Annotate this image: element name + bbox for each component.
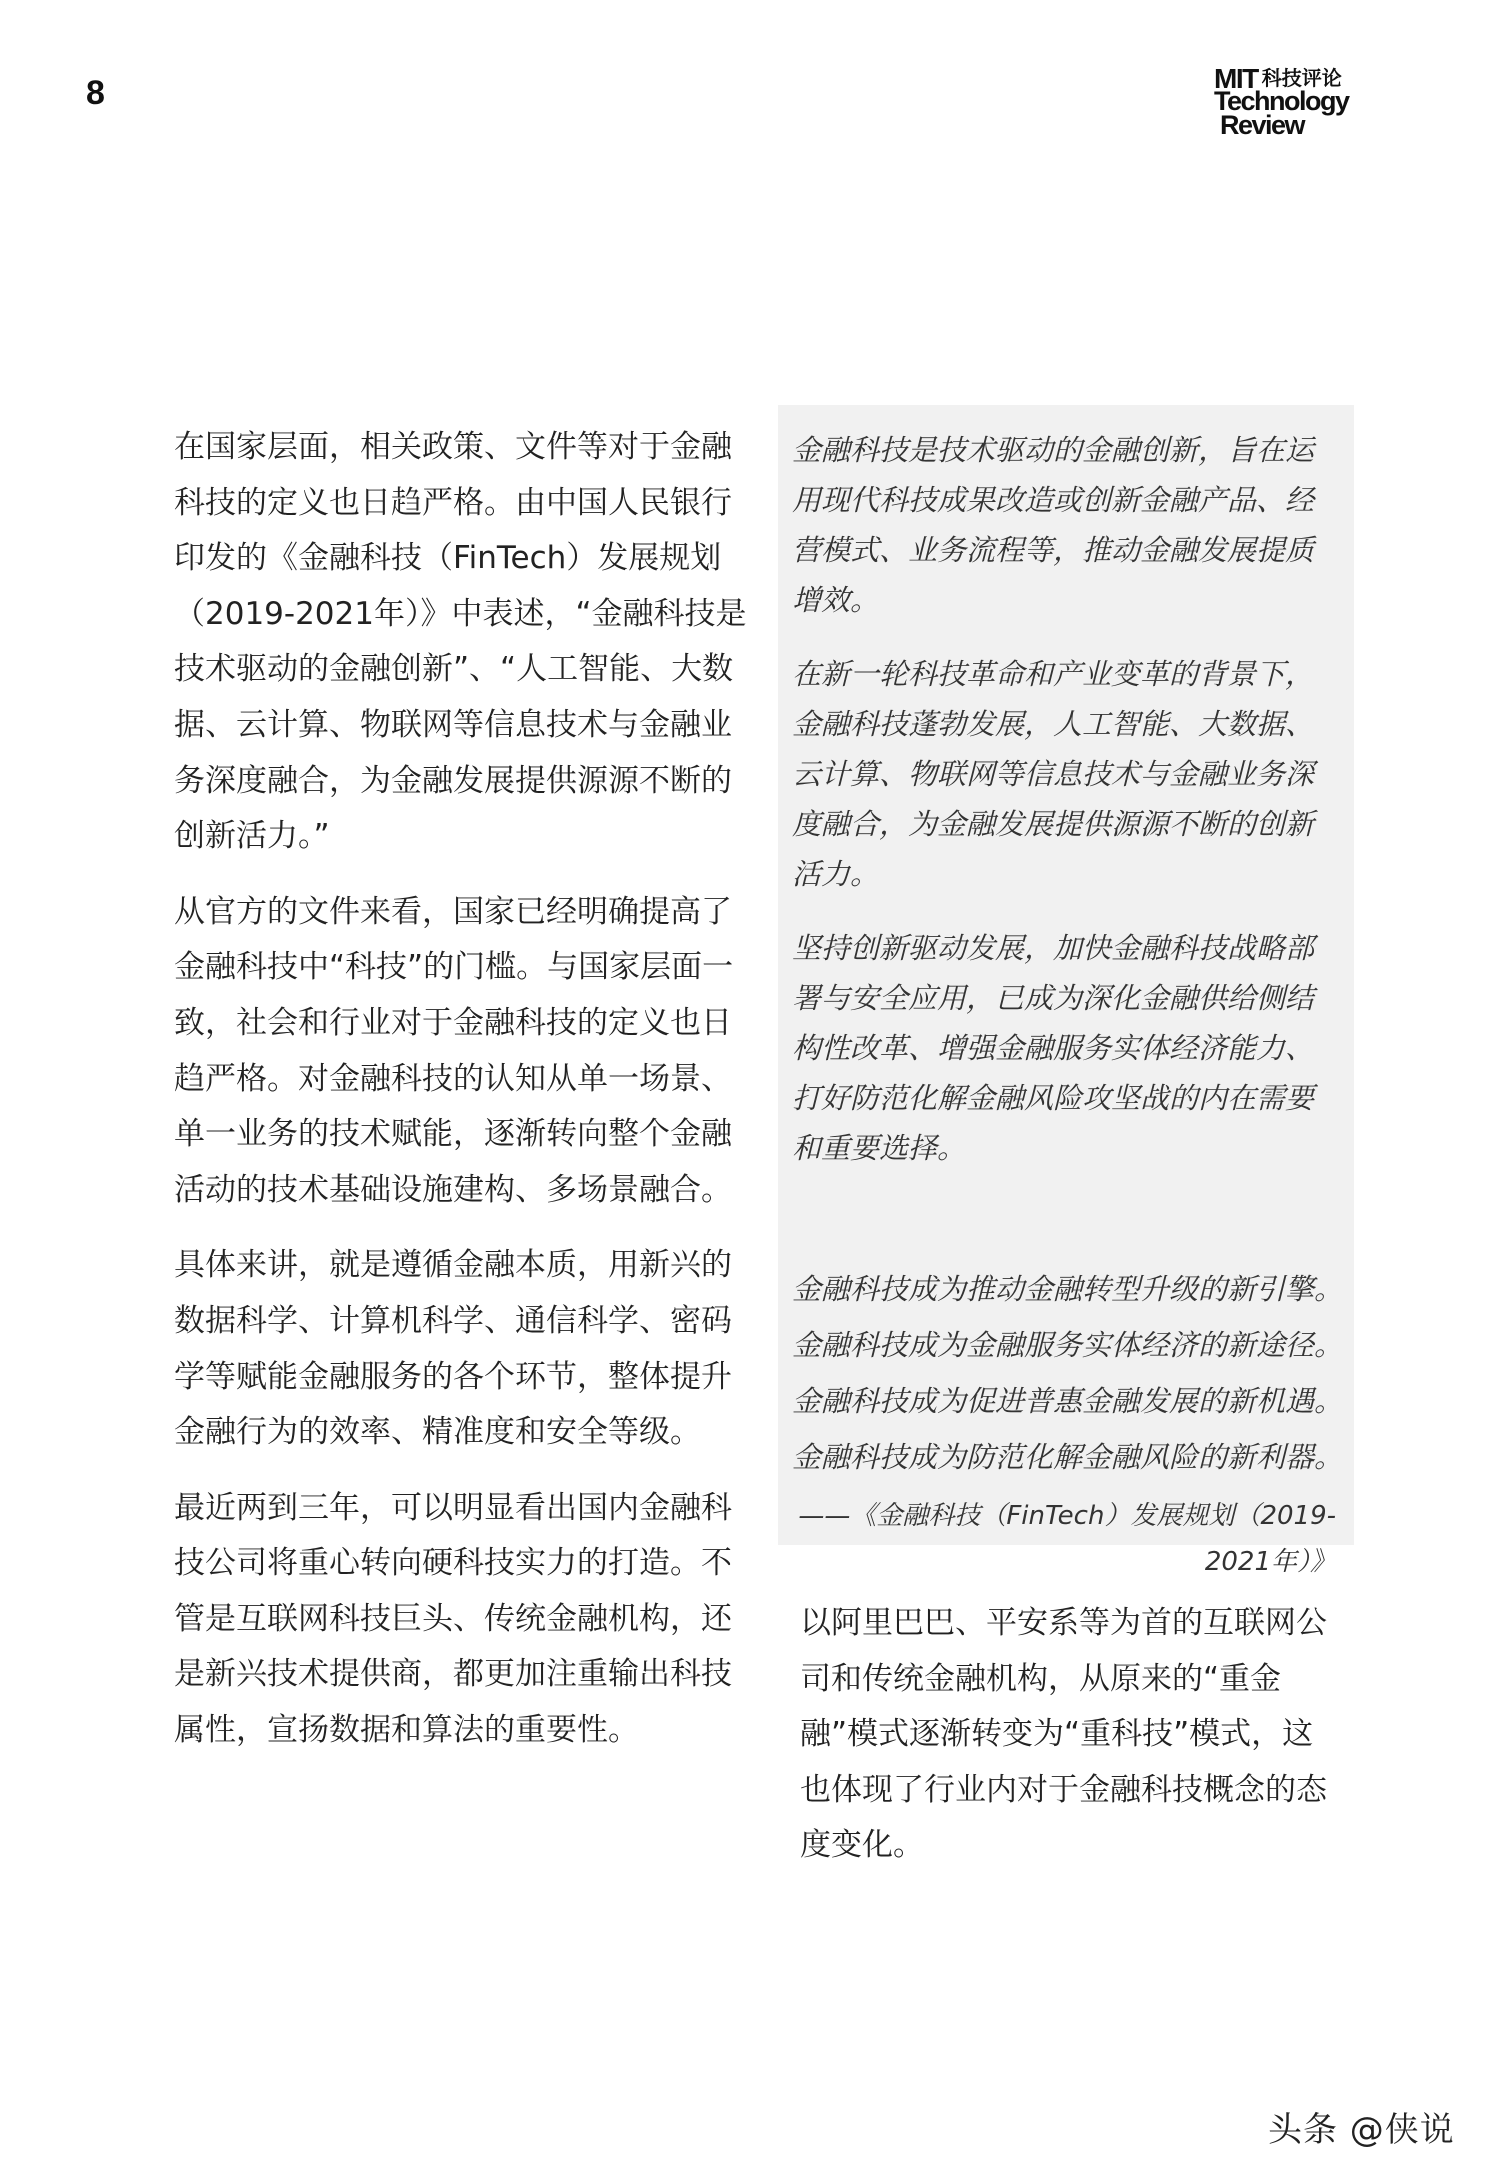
body-paragraph: 以阿里巴巴、平安系等为首的互联网公司和传统金融机构，从原来的“重金融”模式逐渐转变为“重科技”模式，这也体现了行业内对于金融科技概念的态度变化。 [800, 1605, 1327, 1864]
logo-cn: 科技评论 [1261, 68, 1342, 90]
body-paragraph: 在国家层面，相关政策、文件等对于金融科技的定义也日趋严格。由中国人民银行印发的《金融科技（FinTech）发展规划（2019-2021年）》中表述，“金融科技是技术驱动的金融创新”、“人工智能、大数据、云计算、物联网等信息技术与金融业务深度融合，为金融发展提供源源不断的创新活力。” [174, 429, 747, 855]
quote-paragraph: 坚持创新驱动发展，加快金融科技战略部署与安全应用，已成为深化金融供给侧结构性改革、增强金融服务实体经济能力、打好防范化解金融风险攻坚战的内在需要和重要选择。 [792, 931, 1315, 1165]
page-number: 8 [86, 74, 105, 112]
left-column [174, 420, 754, 1779]
body-paragraph: 从官方的文件来看，国家已经明确提高了金融科技中“科技”的门槛。与国家层面一致，社会和行业对于金融科技的定义也日趋严格。对金融科技的认知从单一场景、单一业务的技术赋能，逐渐转向整个金融活动的技术基础设施建构、多场景融合。 [174, 893, 734, 1208]
mit-technology-review-logo [1214, 62, 1364, 140]
quote-line: 金融科技成为促进普惠金融发展的新机遇。 [792, 1384, 1344, 1418]
logo-mit: MIT [1214, 63, 1258, 94]
quote-lines [792, 1261, 1344, 1485]
quote-box [778, 405, 1354, 1577]
quote-line: 金融科技成为金融服务实体经济的新途径。 [792, 1328, 1344, 1362]
body-paragraph: 具体来讲，就是遵循金融本质，用新兴的数据科学、计算机科学、通信科学、密码学等赋能金融服务的各个环节，整体提升金融行为的效率、精准度和安全等级。 [174, 1247, 732, 1451]
quote-line: 金融科技成为推动金融转型升级的新引擎。 [792, 1272, 1344, 1306]
logo-review: Review [1220, 110, 1305, 140]
quote-paragraph: 在新一轮科技革命和产业变革的背景下，金融科技蓬勃发展，人工智能、大数据、云计算、物联网等信息技术与金融业务深度融合，为金融发展提供源源不断的创新活力。 [792, 657, 1315, 891]
right-column [800, 1596, 1340, 1894]
quote-source-line-2: 2021年）》 [1204, 1547, 1336, 1577]
logo-technology: Technology [1214, 86, 1349, 116]
quote-line: 金融科技成为防范化解金融风险的新利器。 [792, 1440, 1344, 1474]
watermark: 头条 @侠说 [1268, 2110, 1455, 2150]
quote-source [792, 1493, 1340, 1585]
quote-source-line-1: ——《金融科技（FinTech）发展规划（2019- [798, 1501, 1336, 1531]
quote-paragraph: 金融科技是技术驱动的金融创新，旨在运用现代科技成果改造或创新金融产品、经营模式、业务流程等，推动金融发展提质增效。 [792, 433, 1315, 617]
body-paragraph: 最近两到三年，可以明显看出国内金融科技公司将重心转向硬科技实力的打造。不管是互联网科技巨头、传统金融机构，还是新兴技术提供商，都更加注重输出科技属性，宣扬数据和算法的重要性。 [174, 1489, 732, 1749]
